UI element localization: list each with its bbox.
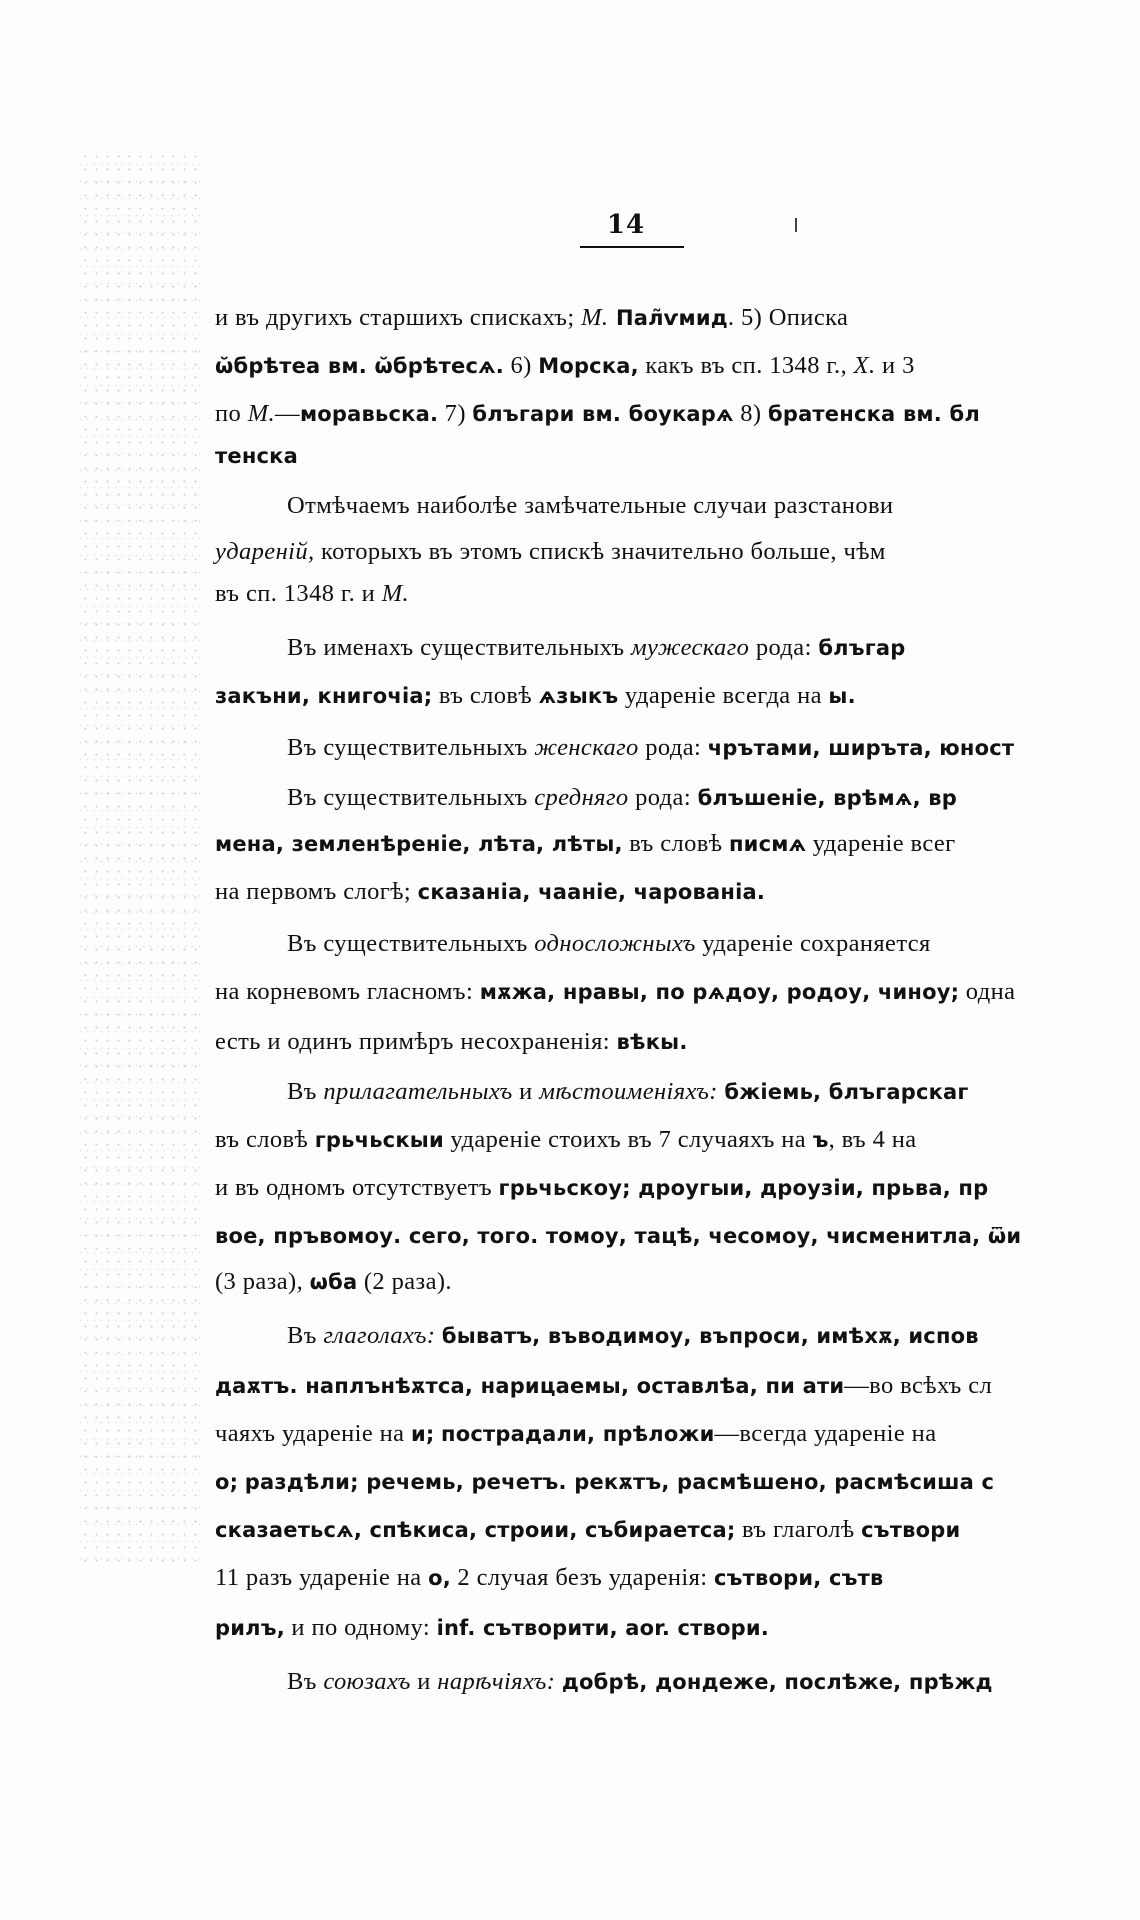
italic-term: М.	[381, 580, 410, 607]
text-line	[215, 872, 1060, 912]
text-line	[215, 1462, 1060, 1502]
body-text	[215, 298, 1060, 1695]
text-line	[215, 486, 1132, 526]
text-line	[215, 394, 1060, 434]
church-slavonic-word: братенска вм. бл	[767, 402, 980, 426]
text-line	[215, 972, 1060, 1012]
text-segment: Въ	[287, 1078, 324, 1105]
text-line	[215, 1662, 1132, 1702]
text-segment: удареніе всег	[806, 830, 956, 857]
text-line	[215, 1262, 1060, 1302]
text-segment: рода:	[628, 784, 698, 811]
text-line	[215, 1072, 1132, 1112]
text-line	[215, 778, 1132, 818]
italic-term: союзахъ	[323, 1668, 411, 1695]
italic-term: ударенiй,	[215, 538, 315, 565]
church-slavonic-word: закъни, книгочiа;	[215, 684, 433, 708]
text-segment: чаяхъ удареніе на	[215, 1420, 411, 1447]
church-slavonic-word: моравьска.	[299, 402, 439, 426]
text-segment: —во всѣхъ сл	[844, 1372, 993, 1399]
italic-term: Х.	[853, 352, 876, 379]
text-line	[215, 824, 1060, 864]
text-segment: Въ	[287, 1322, 324, 1349]
church-slavonic-word: грьчьскоу; дроугыи, дроузiи, прьва, пр	[498, 1176, 989, 1200]
text-segment: и	[410, 1668, 438, 1695]
text-segment: 11 разъ удареніе на	[215, 1564, 429, 1591]
church-slavonic-word: о;	[215, 1470, 239, 1494]
church-slavonic-word: бжiемь, блъгарскаг	[724, 1080, 969, 1104]
scan-noise	[80, 150, 200, 1570]
text-segment: и въ другихъ старшихъ спискахъ;	[215, 304, 582, 331]
text-segment: 6)	[503, 352, 539, 379]
text-segment: —всегда удареніе на	[714, 1420, 937, 1447]
church-slavonic-word: сказанiа, чаанiе, чарованiа.	[417, 880, 766, 904]
church-slavonic-word: грьчьскыи	[314, 1128, 444, 1152]
text-segment: одна	[959, 978, 1016, 1005]
church-slavonic-word: ѧзыкъ	[538, 684, 619, 708]
text-segment: . 5) Описка	[727, 304, 849, 331]
page-number: 14	[606, 210, 646, 240]
church-slavonic-word: блъгар	[818, 636, 906, 660]
text-line	[215, 1414, 1060, 1454]
text-line	[215, 1120, 1060, 1160]
text-segment: рода:	[749, 634, 819, 661]
church-slavonic-word: блъшенiе, врѣмѧ, вр	[697, 786, 957, 810]
text-segment: Въ существительныхъ	[287, 784, 535, 811]
text-segment: Въ существительныхъ	[287, 734, 535, 761]
text-segment: удареніе стоихъ въ 7 случаяхъ на	[443, 1126, 813, 1153]
church-slavonic-word: вое, пръвомоу. сего, того. томоу, тацѣ, чесомоу, чисменитла, ѿи	[215, 1224, 1022, 1248]
text-line	[215, 1168, 1060, 1208]
text-line	[215, 1558, 1060, 1598]
text-segment: въ словѣ	[622, 830, 729, 857]
text-line	[215, 1216, 1060, 1256]
page-number-rule	[580, 246, 684, 248]
church-slavonic-word: сътвори	[861, 1518, 961, 1542]
text-segment: и въ одномъ отсутствуетъ	[215, 1174, 499, 1201]
text-segment: (2 раза).	[357, 1268, 452, 1295]
church-slavonic-word: вѣкы.	[616, 1030, 688, 1054]
italic-term: женскаго	[534, 734, 639, 761]
text-line	[215, 346, 1060, 386]
text-segment: на первомъ слогѣ;	[215, 878, 418, 905]
church-slavonic-word: о,	[428, 1566, 451, 1590]
text-segment: на корневомъ гласномъ:	[215, 978, 480, 1005]
text-line	[215, 628, 1132, 668]
text-segment: , въ 4 на	[828, 1126, 917, 1153]
church-slavonic-word: даѫтъ. наплънѣѫтса, нарицаемы, оставлѣа, пи ати	[215, 1374, 845, 1398]
text-segment: какъ въ сп. 1348 г.,	[638, 352, 854, 379]
church-slavonic-word: Пал̃ѵмид	[608, 306, 728, 330]
italic-term: М.	[247, 400, 276, 427]
church-slavonic-word: Морска,	[538, 354, 639, 378]
church-slavonic-word: рилъ,	[215, 1616, 285, 1640]
church-slavonic-word: сказаетьсѧ, спѣкиса, строии, събираетса;	[215, 1518, 736, 1542]
text-segment: —	[275, 400, 300, 427]
church-slavonic-word: мена, земленѣренiе, лѣта, лѣты,	[215, 832, 623, 856]
text-line	[215, 1366, 1060, 1406]
italic-term: прилагательныхъ	[323, 1078, 513, 1105]
text-line	[215, 1316, 1132, 1356]
text-line	[215, 532, 1060, 572]
text-segment: по	[215, 400, 248, 427]
text-segment: Отмѣчаемъ наиболѣе замѣчательные случаи разстанови	[287, 492, 894, 519]
text-line	[215, 924, 1132, 964]
text-segment: рода:	[638, 734, 708, 761]
church-slavonic-word: писмѧ	[728, 832, 807, 856]
italic-term: средняго	[534, 784, 629, 811]
italic-term: мужескаго	[631, 634, 750, 661]
text-line	[215, 1608, 1060, 1648]
text-line	[215, 298, 1060, 338]
church-slavonic-word: ѡба	[309, 1270, 358, 1294]
text-segment: и по одному:	[284, 1614, 437, 1641]
italic-term: глаголахъ:	[323, 1322, 436, 1349]
church-slavonic-word: пострадали, прѣложи	[441, 1422, 715, 1446]
text-segment: которыхъ въ этомъ спискѣ значительно больше, чѣм	[314, 538, 886, 565]
text-segment: и	[512, 1078, 540, 1105]
text-segment: (3 раза),	[215, 1268, 310, 1295]
text-segment: Въ	[287, 1668, 324, 1695]
text-segment: удареніе всегда на	[618, 682, 829, 709]
italic-term: нарѣчiяхъ:	[437, 1668, 556, 1695]
italic-term: мѣстоименiяхъ:	[539, 1078, 718, 1105]
church-slavonic-word: быватъ, въводимоу, въпроси, имѣхѫ, испов	[441, 1324, 979, 1348]
text-segment: есть и одинъ примѣръ несохраненія:	[215, 1028, 617, 1055]
church-slavonic-word: ы.	[828, 684, 856, 708]
text-line	[215, 1510, 1060, 1550]
church-slavonic-word: добрѣ, дондеже, послѣже, прѣжд	[561, 1670, 993, 1694]
text-segment: въ глаголѣ	[735, 1516, 862, 1543]
church-slavonic-word: inf. сътворити, aor. створи.	[436, 1616, 769, 1640]
church-slavonic-word: ъ	[812, 1128, 829, 1152]
text-segment: Въ существительныхъ	[287, 930, 535, 957]
text-segment: въ сп. 1348 г. и	[215, 580, 382, 607]
church-slavonic-word: блъгари вм. боукарѧ	[472, 402, 734, 426]
text-line	[215, 1022, 1060, 1062]
text-segment: удареніе сохраняется	[695, 930, 931, 957]
church-slavonic-word: и;	[410, 1422, 435, 1446]
text-line	[215, 676, 1060, 716]
text-segment: 2 случая безъ ударенія:	[450, 1564, 715, 1591]
scan-mark	[795, 218, 797, 232]
text-line	[215, 728, 1132, 768]
church-slavonic-word: мѫжа, нравы, по рѧдоу, родоу, чиноу;	[479, 980, 960, 1004]
italic-term: М.	[581, 304, 609, 331]
church-slavonic-word: чрътами, ширъта, юност	[707, 736, 1015, 760]
text-segment: и 3	[875, 352, 915, 379]
text-segment: Въ именахъ существительныхъ	[287, 634, 631, 661]
text-segment: 8)	[733, 400, 768, 427]
italic-term: односложныхъ	[534, 930, 696, 957]
text-line	[215, 574, 1060, 614]
text-line	[215, 436, 1060, 476]
church-slavonic-word: тенска	[215, 444, 298, 468]
text-segment: въ словѣ	[215, 1126, 315, 1153]
church-slavonic-word: ѡ̆брѣтеа вм. ѡ̆брѣтесѧ.	[215, 354, 504, 378]
text-segment: 7)	[438, 400, 473, 427]
church-slavonic-word: сътвори, сътв	[714, 1566, 884, 1590]
church-slavonic-word: раздѣли; речемь, речетъ. рекѫтъ, расмѣшено, расмѣсиша с	[244, 1470, 995, 1494]
text-segment: въ словѣ	[432, 682, 539, 709]
